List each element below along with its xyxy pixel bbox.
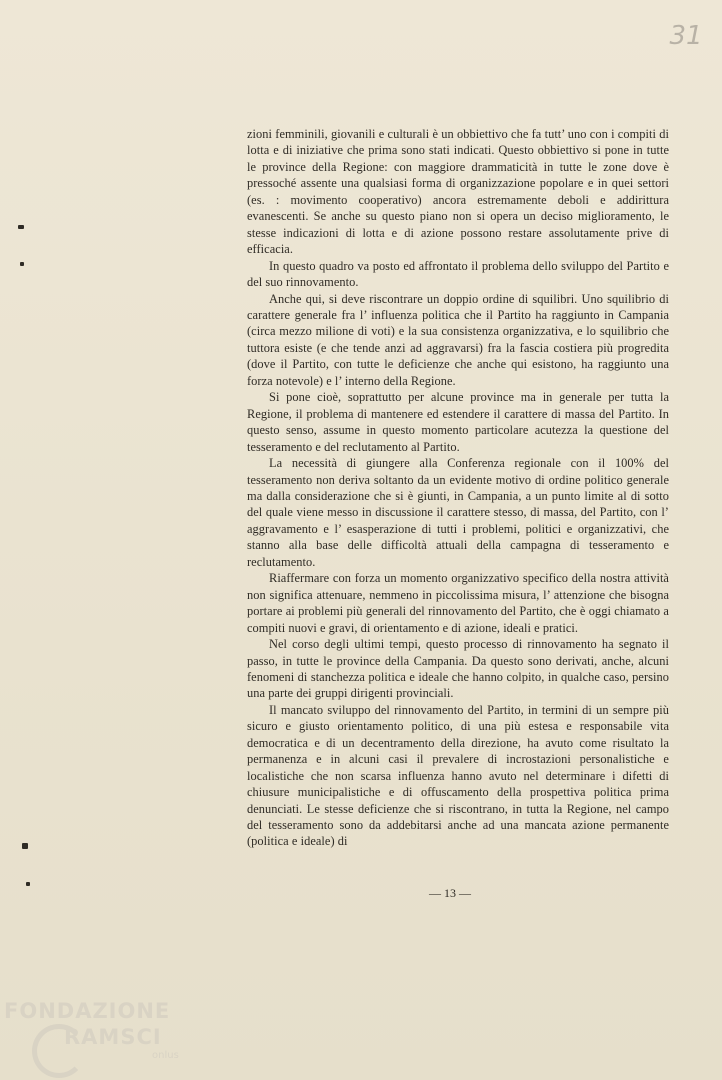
margin-mark [20,262,24,266]
watermark-suffix: onlus [152,1050,179,1061]
watermark-line2: RAMSCI [64,1025,162,1049]
page-number: — 13 — [429,886,471,900]
margin-mark [26,882,30,886]
paragraph: Riaffermare con forza un momento organizzativo specifico della nostra attività non significa attenuare, nemmeno in piccolissima misura, l’ attenzione che bisogna portare ai problemi più generali del rinnovamento del Partito, che è oggi chiamato a compiti nuovi e gravi, di orientamento e di azione, ideali e pratici. [247,571,669,635]
watermark-logo [4,998,204,1078]
paragraph: zioni femminili, giovanili e culturali è un obbiettivo che fa tutt’ uno con i compiti di lotta e di iniziative che prima sono stati indicati. Questo obbiettivo si pone in tutte le province della Regione: con maggiore drammaticità in tutte le zone dove è pressoché assente una qualsiasi forma di organizzazione popolare e in quei settori (es. : movimento cooperativo) ancora estremamente deboli e addirittura evanescenti. Se anche su questo piano non si opera un deciso miglioramento, le stesse indicazioni di lotta e di azione possono restare assolutamente prive di efficacia. [247,127,669,257]
body-text [247,126,669,850]
watermark-circle-icon [32,1024,86,1078]
watermark-line1: FONDAZIONE [4,999,171,1023]
archive-number: 31 [669,21,703,51]
margin-mark [22,843,28,849]
paragraph: In questo quadro va posto ed affrontato il problema dello sviluppo del Partito e del suo rinnovamento. [247,258,669,290]
margin-mark [18,225,24,229]
paragraph: Il mancato sviluppo del rinnovamento del Partito, in termini di un sempre più sicuro e giusto orientamento politico, di una più estesa e responsabile vita democratica e di un decentramento della direzione, ha avuto come risultato la permanenza e in alcuni casi il prevalere di incrostazioni personalistiche e localistiche che non scarsa influenza hanno avuto nel determinare i difetti di chiusure municipalistiche e di offuscamento della prospettiva politica prima denunciati. Le stesse deficienze che si riscontrano, in tutta la Regione, nel campo del tesseramento sono da addebitarsi anche ad una mancata azione permanente (politica e ideale) di [247,702,669,849]
paragraph: La necessità di giungere alla Conferenza regionale con il 100% del tesseramento non deriva soltanto da un evidente motivo di ordine politico generale ma dalla considerazione che si è giunti, in Campania, a un punto limite al di sotto del quale viene messo in discussione il carattere stesso, di massa, del Partito, con l’ aggravamento e l’ esasperazione di tutti i problemi, politici e organizzativi, che stanno alla base delle difficoltà attuali della campagna di tesseramento e reclutamento. [247,456,669,569]
paragraph: Anche qui, si deve riscontrare un doppio ordine di squilibri. Uno squilibrio di carattere generale fra l’ influenza politica che il Partito ha raggiunto in Campania (circa mezzo milione di voti) e la sua consistenza organizzativa, e lo squilibrio che tuttora esiste (e che tende anzi ad aggravarsi) fra la fascia costiera più progredita (dove il Partito, con tutte le deficienze che anche qui esistono, ha raggiunto una forza notevole) e l’ interno della Regione. [247,291,669,388]
paragraph: Nel corso degli ultimi tempi, questo processo di rinnovamento ha segnato il passo, in tutte le province della Campania. Da questo sono derivati, anche, alcuni fenomeni di stanchezza politica e ideale che hanno colpito, in qualche caso, persino una parte dei gruppi dirigenti provinciali. [247,637,669,701]
paragraph: Si pone cioè, soprattutto per alcune province ma in generale per tutta la Regione, il problema di mantenere ed estendere il carattere di massa del Partito. In questo senso, assume in questo momento particolare acutezza la questione del tesseramento e del reclutamento al Partito. [247,390,669,454]
